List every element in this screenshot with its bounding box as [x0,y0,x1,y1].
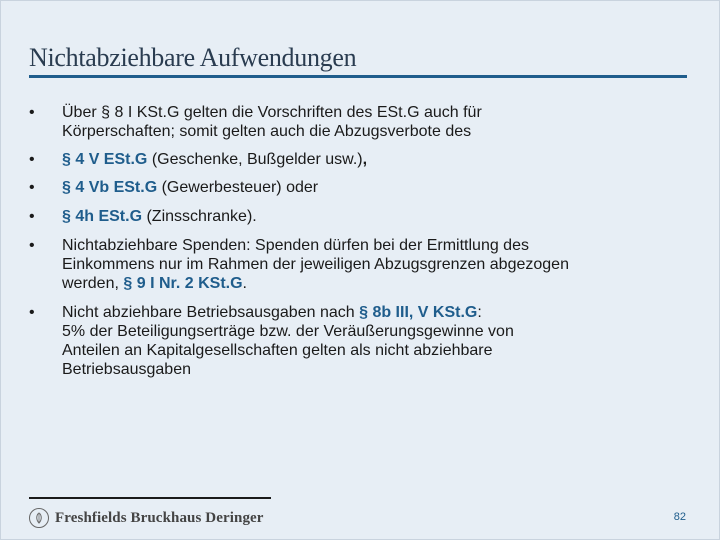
bullet-text-4 [62,207,622,226]
bullet-6-line-1-post: : [477,304,482,321]
bullet-6-line-1 [62,303,622,322]
bullet-text-5 [62,236,622,293]
bullet-5-line-1: Nichtabziehbare Spenden: Spenden dürfen bei der Ermittlung des [62,237,529,254]
bullet-2-text: (Geschenke, Bußgelder usw.) [147,151,363,168]
bullet-1-line-2: Körperschaften; somit gelten auch die Abzugsverbote des [62,123,472,140]
bullet-5-line-3-post: . [242,275,247,292]
bullet-6-line-4: Betriebsausgaben [62,361,191,378]
law-reference: § 9 I Nr. 2 KSt.G [123,275,243,292]
bullet-3-text: (Gewerbesteuer) oder [157,179,319,196]
bullet-text-3 [62,178,622,197]
bullet-marker: • [29,179,35,196]
bullet-text-2 [62,150,622,169]
bullet-5-line-3 [62,274,622,293]
title-divider [29,75,687,78]
company-logo [29,508,264,528]
bullet-5-line-2: Einkommens nur im Rahmen der jeweiligen Abzugsgrenzen abgezogen [62,256,569,273]
bullet-text-6 [62,303,622,379]
bullet-6-line-1-pre: Nicht abziehbare Betriebsausgaben nach [62,304,360,321]
slide-title: Nichtabziehbare Aufwendungen [29,43,357,72]
bullet-marker: • [29,151,35,168]
logo-wordmark: Freshfields Bruckhaus Deringer [55,509,264,526]
bullet-5-line-3-pre: werden, [62,275,124,292]
bullet-1-line-1: Über § 8 I KSt.G gelten die Vorschriften des ESt.G auch für [62,104,482,121]
seal-icon [29,508,49,528]
bullet-marker: • [29,237,35,254]
law-reference: § 8b III, V KSt.G [359,304,478,321]
bullet-6-line-3: Anteilen an Kapitalgesellschaften gelten als nicht abziehbare [62,342,493,359]
footer-divider [29,497,271,499]
page-number: 82 [673,511,686,523]
bullet-text-1 [62,103,622,141]
bullet-6-line-2: 5% der Beteiligungserträge bzw. der Veräußerungsgewinne von [62,323,514,340]
bullet-marker: • [29,304,35,321]
bullet-marker: • [29,208,35,225]
law-reference: § 4 Vb ESt.G [62,179,158,196]
seal-glyph [33,512,45,524]
law-reference: § 4 V ESt.G [62,151,148,168]
law-reference: § 4h ESt.G [62,208,143,225]
bullet-2-tail: , [362,151,368,168]
bullet-4-text: (Zinsschranke). [142,208,257,225]
bullet-marker: • [29,104,35,121]
